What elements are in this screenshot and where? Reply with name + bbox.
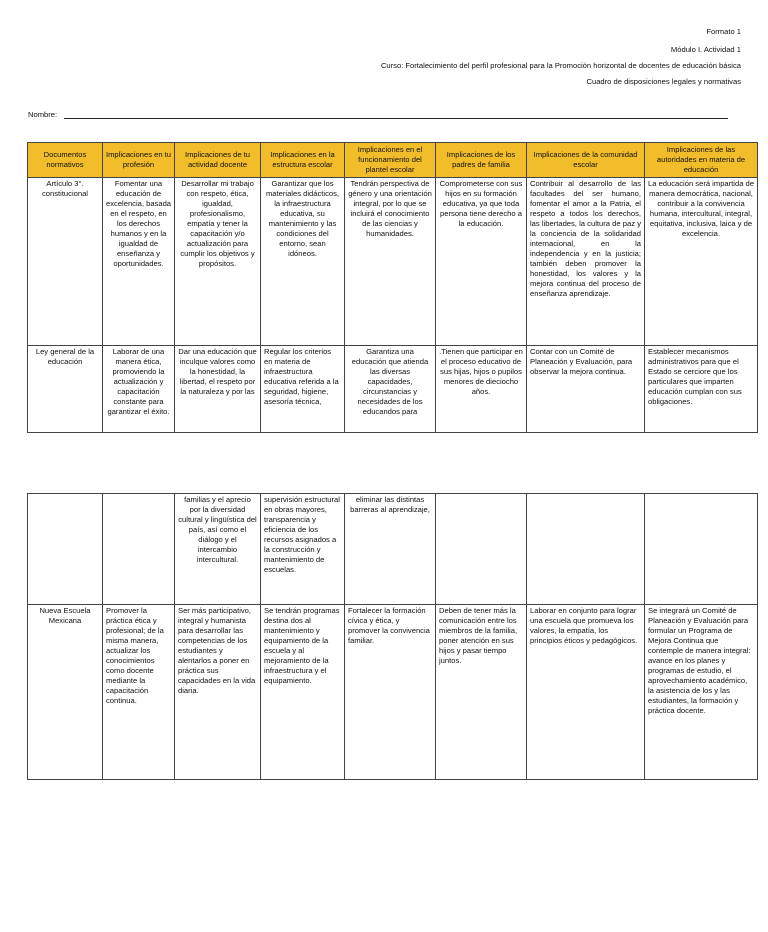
document-title: Cuadro de disposiciones legales y normativas bbox=[586, 77, 741, 86]
dispositions-table-page1 bbox=[27, 142, 758, 433]
course-title: Curso: Fortalecimiento del perfil profesional para la Promoción horizontal de docentes de educación básica bbox=[380, 61, 741, 70]
table-row bbox=[28, 494, 758, 605]
header-cell: Implicaciones de tu actividad docente bbox=[175, 143, 261, 178]
table-cell bbox=[436, 494, 527, 605]
header-cell: Implicaciones de los padres de familia bbox=[436, 143, 527, 178]
table-cell: Garantizar que los materiales didácticos, la infraestructura educativa, su mantenimiento y las condiciones del entorno, sean idóneos. bbox=[261, 178, 345, 346]
table-cell: Garantiza una educación que atienda las diversas capacidades, circunstancias y necesidades de los educandos para bbox=[345, 346, 436, 433]
header-cell: Implicaciones de la comunidad escolar bbox=[527, 143, 645, 178]
table-cell bbox=[28, 494, 103, 605]
table-cell: Dar una educación que inculque valores como la honestidad, la libertad, el respeto por la naturaleza y por las bbox=[175, 346, 261, 433]
header-cell: Implicaciones de las autoridades en materia de educación bbox=[645, 143, 758, 178]
format-label: Formato 1 bbox=[706, 27, 741, 36]
dispositions-table-page2 bbox=[27, 493, 758, 780]
table-row bbox=[28, 605, 758, 780]
table-cell bbox=[103, 494, 175, 605]
module-label: Módulo I. Actividad 1 bbox=[670, 45, 741, 54]
name-line bbox=[64, 118, 728, 119]
table-cell bbox=[645, 494, 758, 605]
table-cell: Se integrará un Comité de Planeación y Evaluación para formular un Programa de Mejora Continua que contemple de manera integral: avance en los planes y programas de estudio, el aprovechamiento académico, la asistencia de los y las estudiantes, la formación y práctica docente. bbox=[645, 605, 758, 780]
table-cell: supervisión estructural en obras mayores, transparencia y eficiencia de los recursos asignados a la construcción y mantenimiento de escuelas. bbox=[261, 494, 345, 605]
table-cell: .Tienen que participar en el proceso educativo de sus hijas, hijos o pupilos menores de dieciocho años. bbox=[436, 346, 527, 433]
name-label: Nombre: bbox=[28, 110, 58, 119]
table-cell bbox=[527, 494, 645, 605]
table-cell: eliminar las distintas barreras al aprendizaje, bbox=[345, 494, 436, 605]
table-cell: Laborar de una manera ética, promoviendo la actualización y capacitación constante para garantizar el éxito. bbox=[103, 346, 175, 433]
table-row bbox=[28, 346, 758, 433]
table-cell: Ley general de la educación bbox=[28, 346, 103, 433]
table-cell: Artículo 3°. constitucional bbox=[28, 178, 103, 346]
table-cell: familias y el aprecio por la diversidad cultural y lingüística del país, así como el diálogo y el intercambio intercultural. bbox=[175, 494, 261, 605]
table-cell: Desarrollar mi trabajo con respeto, ética, igualdad, profesionalismo, empatía y tener la capacitación y/o actualización para cumplir los objetivos y propósitos. bbox=[175, 178, 261, 346]
table-cell: Ser más participativo, integral y humanista para desarrollar las competencias de los estudiantes y alentarlos a poner en práctica sus capacidades en la vida diaria. bbox=[175, 605, 261, 780]
header-cell: Implicaciones en tu profesión bbox=[103, 143, 175, 178]
table-cell: La educación será impartida de manera democrática, nacional, contribuir a la convivencia humana, intercultural, integral, equitativa, inclusiva, laica y de excelencia. bbox=[645, 178, 758, 346]
table-row bbox=[28, 178, 758, 346]
table-cell: Regular los criterios en materia de infraestructura educativa referida a la seguridad, higiene, asesoría técnica, bbox=[261, 346, 345, 433]
table-cell: Nueva Escuela Mexicana bbox=[28, 605, 103, 780]
table-cell: Establecer mecanismos administrativos para que el Estado se cerciore que los particulares que imparten educación cumplan con sus obligaciones. bbox=[645, 346, 758, 433]
table-cell: Deben de tener más la comunicación entre los miembros de la familia, poner atención en sus hijos y pasar tiempo juntos. bbox=[436, 605, 527, 780]
table-cell: Se tendrán programas destina dos al mantenimiento y equipamiento de la escuela y al mejoramiento de la infraestructura y el equipamiento. bbox=[261, 605, 345, 780]
table-cell: Comprometerse con sus hijos en su formación educativa, ya que toda persona tiene derecho a la educación. bbox=[436, 178, 527, 346]
table-cell: Laborar en conjunto para lograr una escuela que promueva los valores, la empatía, los principios éticos y pedagógicos. bbox=[527, 605, 645, 780]
header-cell: Documentos normativos bbox=[28, 143, 103, 178]
table-cell: Fortalecer la formación cívica y ética, y promover la convivencia familiar. bbox=[345, 605, 436, 780]
header-cell: Implicaciones en la estructura escolar bbox=[261, 143, 345, 178]
table-cell: Tendrán perspectiva de género y una orientación integral, por lo que se incluirá el conocimiento de las ciencias y humanidades. bbox=[345, 178, 436, 346]
table-cell: Contribuir al desarrollo de las facultades del ser humano, fomentar el amor a la Patria, el respeto a todos los derechos, las libertades, la cultura de paz y la conciencia de la solidaridad internacional, en la independencia y en la justicia; también deben promover la honestidad, los valores y la mejora continua del proceso de enseñanza aprendizaje. bbox=[527, 178, 645, 346]
table-cell: Contar con un Comité de Planeación y Evaluación, para observar la mejora continua. bbox=[527, 346, 645, 433]
header-cell: Implicaciones en el funcionamiento del plantel escolar bbox=[345, 143, 436, 178]
table-header-row bbox=[28, 143, 758, 178]
table-cell: Fomentar una educación de excelencia, basada en el respeto, en los derechos humanos y en la igualdad de enseñanza y oportunidades. bbox=[103, 178, 175, 346]
table-cell: Promover la práctica ética y profesional; de la misma manera, actualizar los conocimientos como docente mediante la capacitación continua. bbox=[103, 605, 175, 780]
